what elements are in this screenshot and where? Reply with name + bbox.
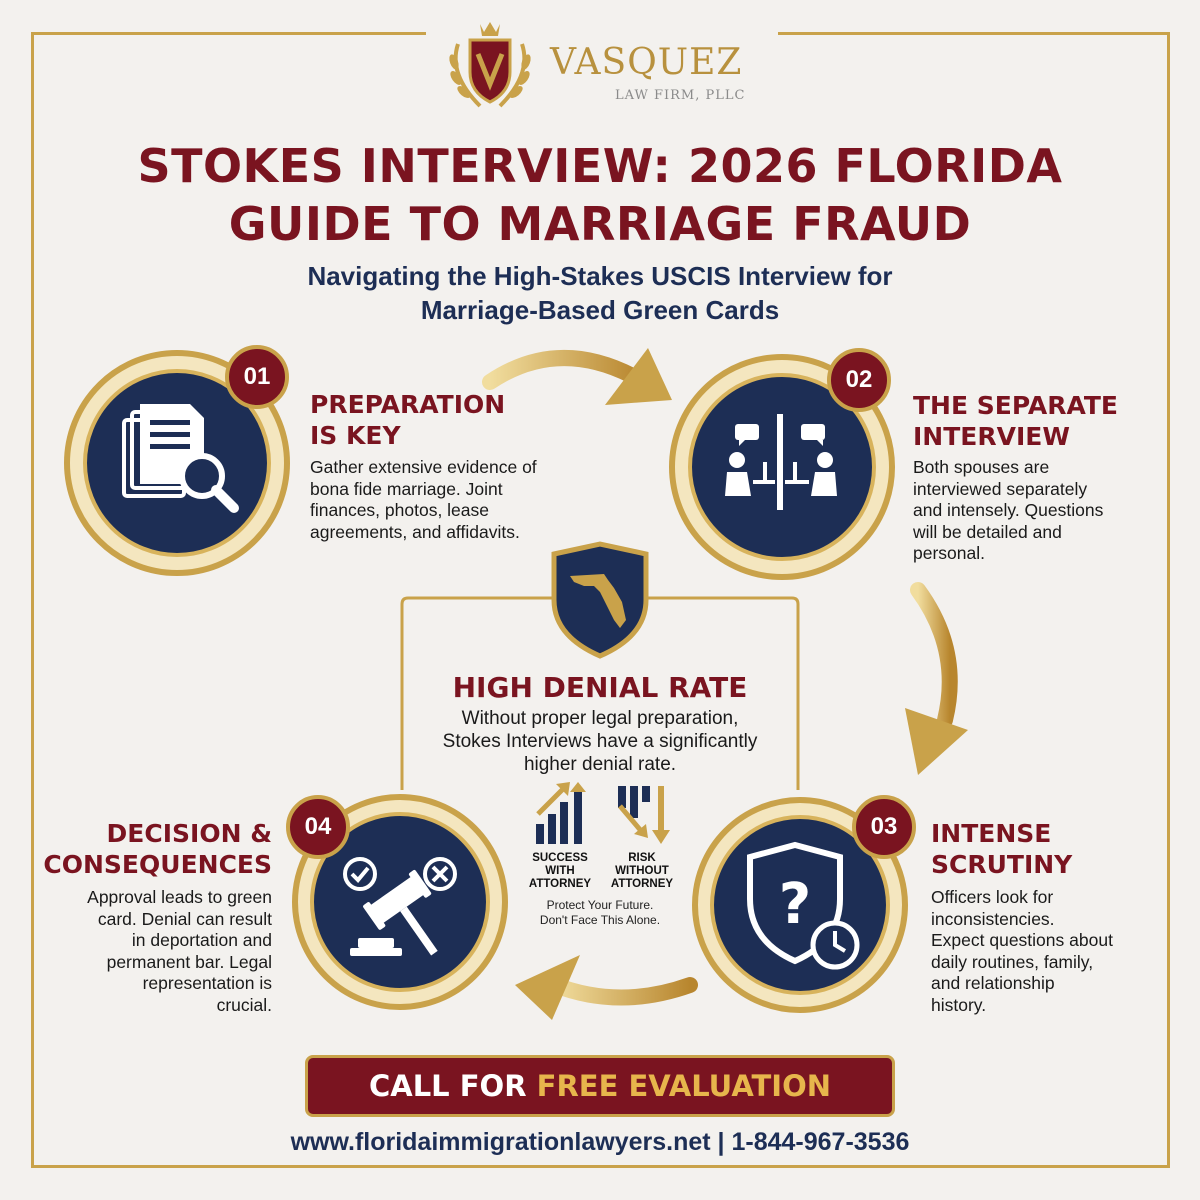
risk-label: RISK WITHOUT ATTORNEY [610, 852, 674, 890]
center-tagline: Protect Your Future. Don't Face This Alone. [539, 898, 661, 927]
step-03-body: Officers look for inconsistencies. Expect questions about daily routines, family, and relationship history. [931, 887, 1113, 1015]
step-04-badge: 04 [286, 795, 350, 859]
step-02-badge: 02 [827, 348, 891, 412]
step-02-title-line2: INTERVIEW [913, 422, 1070, 451]
contact-footer[interactable]: www.floridaimmigrationlawyers.net | 1-844-967-3536 [290, 1128, 910, 1156]
florida-shield-icon [548, 540, 652, 660]
step-01-body: Gather extensive evidence of bona fide marriage. Joint finances, photos, lease agreements, and affidavits. [310, 457, 537, 542]
cta-text-part2: FREE EVALUATION [536, 1069, 832, 1103]
step-02-title-line1: THE SEPARATE [913, 391, 1119, 420]
step-03-title-line1: INTENSE [931, 819, 1052, 848]
center-body: Without proper legal preparation, Stokes Interviews have a significantly higher denial rate. [442, 708, 758, 775]
step-04-title-line1: DECISION & [106, 819, 272, 848]
page-title-line2: GUIDE TO MARRIAGE FRAUD [228, 197, 972, 251]
svg-text:?: ? [778, 872, 812, 937]
page-subtitle-line2: Marriage-Based Green Cards [420, 295, 780, 325]
success-label: SUCCESS WITH ATTORNEY [528, 852, 592, 890]
risk-chart-icon [612, 782, 678, 848]
cta-text-part1: CALL FOR [368, 1069, 537, 1103]
step-03-badge: 03 [852, 795, 916, 859]
step-01-title-line1: PREPARATION [310, 390, 506, 419]
step-04-title-line2: CONSEQUENCES [43, 850, 272, 879]
brand-name: VASQUEZ [550, 42, 743, 83]
separate-interview-icon [725, 414, 837, 510]
success-chart-icon [530, 780, 590, 848]
brand-subtitle: LAW FIRM, PLLC [615, 88, 746, 103]
page-subtitle-line1: Navigating the High-Stakes USCIS Interview for [307, 261, 893, 291]
step-03-title-line2: SCRUTINY [931, 850, 1073, 879]
step-04-body: Approval leads to green card. Denial can result in deportation and permanent bar. Legal representation is crucial. [87, 887, 272, 1015]
step-01-badge: 01 [225, 345, 289, 409]
step-01-title-line2: IS KEY [310, 421, 401, 450]
free-evaluation-button[interactable] [305, 1055, 895, 1117]
center-title: HIGH DENIAL RATE [452, 671, 748, 704]
step-02-body: Both spouses are interviewed separately and intensely. Questions will be detailed and personal. [913, 457, 1104, 563]
page-title-line1: STOKES INTERVIEW: 2026 FLORIDA [137, 139, 1063, 193]
